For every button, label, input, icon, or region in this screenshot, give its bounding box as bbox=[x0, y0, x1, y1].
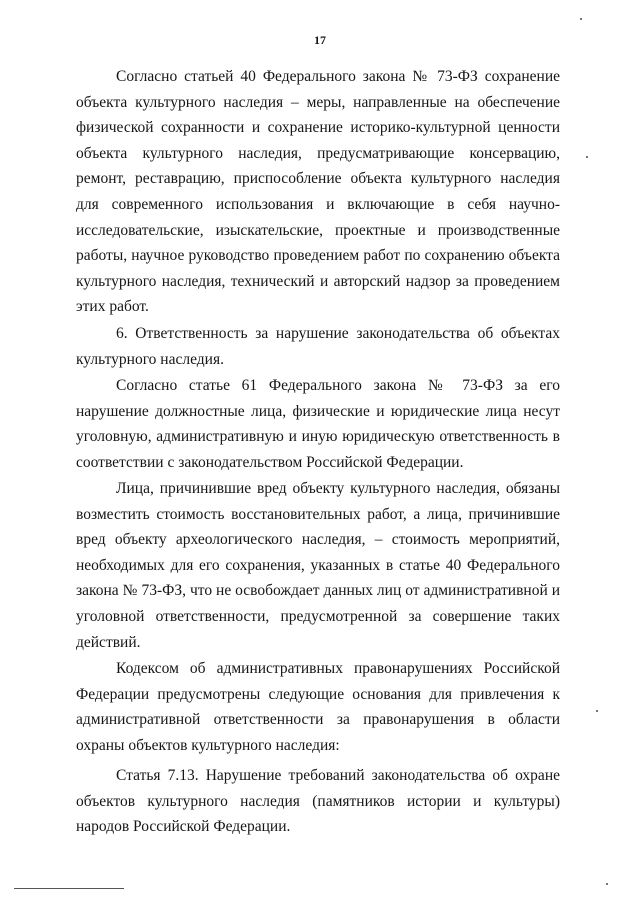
scan-speck bbox=[580, 18, 582, 20]
footer-divider bbox=[14, 888, 124, 889]
scan-speck bbox=[596, 710, 598, 712]
scan-speck bbox=[606, 883, 608, 885]
paragraph-damage-compensation: Лица, причинившие вред объекту культурного наследия, обязаны возместить стоимость восстановительных работ, а лица, причинившие вред объекту археологического наследия, – стоимость мероприятий, необходимых для его сохранения, указанных в статье 40 Федерального закона № 73-ФЗ, что не освобождает данных лиц от административной и уголовной ответственности, предусмотренной за совершение таких действий. bbox=[76, 480, 560, 651]
paragraph-article-7-13: Статья 7.13. Нарушение требований законодательства об охране объектов культурного наследия (памятников истории и культуры) народов Российской Федерации. bbox=[76, 767, 560, 836]
paragraph-article-61: Согласно статье 61 Федерального закона № 73-ФЗ за его нарушение должностные лица, физические и юридические лица несут уголовную, административную и иную юридическую ответственность в соответствии с законодательством Российской Федерации. bbox=[76, 377, 560, 471]
page-number: 17 bbox=[314, 33, 326, 47]
paragraph-administrative-code: Кодексом об административных правонарушениях Российской Федерации предусмотрены следующие основания для привлечения к административной ответственности за правонарушения в области охраны объектов культурного наследия: bbox=[76, 660, 560, 754]
section-heading-responsibility: 6. Ответственность за нарушение законодательства об объектах культурного наследия. bbox=[76, 325, 560, 368]
paragraph-preservation-definition: Согласно статьей 40 Федерального закона № 73-ФЗ сохранение объекта культурного наследия – меры, направленные на обеспечение физической сохранности и сохранение историко-культурной ценности объекта культурного наследия, предусматривающие консервацию, ремонт, реставрацию, приспособление объекта культурного наследия для современного использования и включающие в себя научно-исследовательские, изыскательские, проектные и производственные работы, научное руководство проведением работ по сохранению объекта культурного наследия, технический и авторский надзор за проведением этих работ. bbox=[76, 68, 560, 316]
scan-speck bbox=[586, 156, 588, 158]
